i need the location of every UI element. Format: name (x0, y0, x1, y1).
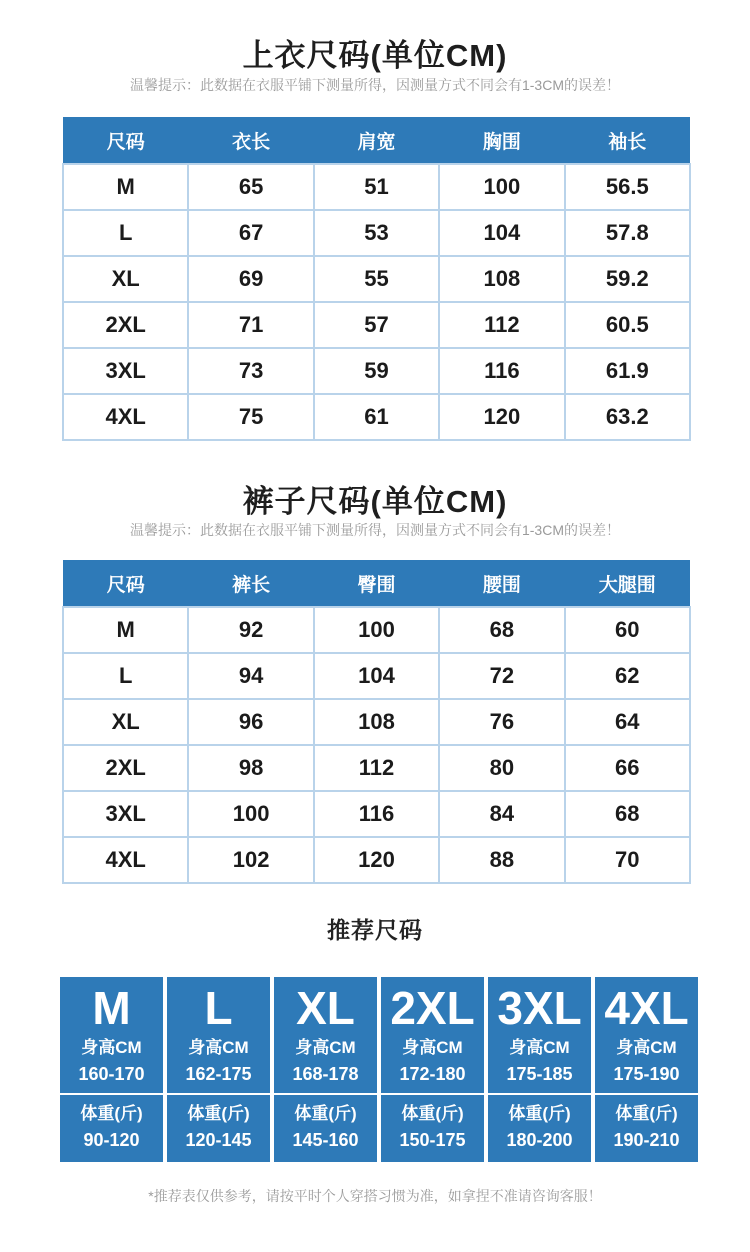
table-row (63, 745, 690, 791)
table-row (63, 653, 690, 699)
table-cell: 64 (565, 699, 690, 745)
table-cell: 59 (314, 348, 439, 394)
table-cell: 104 (439, 210, 564, 256)
header-cell: 衣长 (188, 117, 313, 164)
recommend-card-xl (274, 977, 377, 1162)
header-cell: 胸围 (439, 117, 564, 164)
table-cell: 68 (565, 791, 690, 837)
top-size-note: 温馨提示：此数据在衣服平铺下测量所得，因测量方式不同会有1-3CM的误差！ (129, 77, 620, 93)
table-cell: 100 (314, 607, 439, 653)
recommend-card-4xl (595, 977, 698, 1162)
table-cell: L (63, 210, 188, 256)
table-cell: 112 (439, 302, 564, 348)
table-cell: 53 (314, 210, 439, 256)
table-header-row (63, 117, 690, 164)
table-row (63, 791, 690, 837)
table-cell: 98 (188, 745, 313, 791)
weight-label: 体重(斤) (187, 1104, 250, 1123)
table-cell: 100 (188, 791, 313, 837)
recommend-card-top (60, 977, 163, 1093)
table-cell: 57 (314, 302, 439, 348)
table-cell: 112 (314, 745, 439, 791)
header-cell: 肩宽 (314, 117, 439, 164)
table-cell: 100 (439, 164, 564, 210)
recommend-card-3xl (488, 977, 591, 1162)
table-cell: 65 (188, 164, 313, 210)
table-cell: 4XL (63, 837, 188, 883)
table-cell: 68 (439, 607, 564, 653)
table-cell: 60 (565, 607, 690, 653)
table-cell: 120 (314, 837, 439, 883)
table-cell: 61 (314, 394, 439, 440)
table-cell: 94 (188, 653, 313, 699)
recommend-card-bottom (167, 1095, 270, 1162)
recommend-size: 2XL (390, 982, 475, 1034)
recommend-size: 3XL (497, 982, 582, 1034)
table-cell: 56.5 (565, 164, 690, 210)
recommend-grid (60, 977, 698, 1162)
table-cell: M (63, 607, 188, 653)
table-cell: 108 (314, 699, 439, 745)
table-cell: XL (63, 256, 188, 302)
table-cell: 63.2 (565, 394, 690, 440)
header-cell: 裤长 (188, 560, 313, 607)
table-cell: 2XL (63, 745, 188, 791)
table-cell: 55 (314, 256, 439, 302)
table-row (63, 837, 690, 883)
table-cell: 57.8 (565, 210, 690, 256)
table-row (63, 302, 690, 348)
weight-label: 体重(斤) (80, 1104, 143, 1123)
table-row (63, 164, 690, 210)
recommend-card-l (167, 977, 270, 1162)
table-row (63, 699, 690, 745)
recommend-card-top (488, 977, 591, 1093)
footer-disclaimer: *推荐表仅供参考，请按平时个人穿搭习惯为准，如拿捏不准请咨询客服！ (148, 1188, 602, 1204)
weight-range: 190-210 (613, 1130, 680, 1150)
table-cell: 2XL (63, 302, 188, 348)
table-cell: 76 (439, 699, 564, 745)
height-label: 身高CM (81, 1038, 142, 1057)
table-cell: L (63, 653, 188, 699)
table-cell: 60.5 (565, 302, 690, 348)
table-cell: 120 (439, 394, 564, 440)
table-cell: 116 (314, 791, 439, 837)
header-cell: 尺码 (63, 117, 188, 164)
table-cell: 73 (188, 348, 313, 394)
pants-size-note: 温馨提示：此数据在衣服平铺下测量所得，因测量方式不同会有1-3CM的误差！ (129, 522, 620, 538)
table-cell: 102 (188, 837, 313, 883)
height-label: 身高CM (616, 1038, 677, 1057)
height-label: 身高CM (509, 1038, 570, 1057)
weight-range: 180-200 (506, 1130, 573, 1150)
table-cell: 51 (314, 164, 439, 210)
header-cell: 腰围 (439, 560, 564, 607)
table-cell: 75 (188, 394, 313, 440)
recommend-size: XL (296, 982, 355, 1034)
table-cell: 3XL (63, 348, 188, 394)
header-cell: 大腿围 (565, 560, 690, 607)
table-row (63, 394, 690, 440)
weight-range: 145-160 (292, 1130, 359, 1150)
height-range: 162-175 (185, 1064, 252, 1084)
table-cell: 104 (314, 653, 439, 699)
recommend-card-m (60, 977, 163, 1162)
weight-range: 120-145 (185, 1130, 252, 1150)
table-cell: 67 (188, 210, 313, 256)
header-cell: 尺码 (63, 560, 188, 607)
pants-size-title: 裤子尺码(单位CM) (242, 484, 508, 519)
table-cell: 92 (188, 607, 313, 653)
weight-label: 体重(斤) (294, 1104, 357, 1123)
table-cell: 66 (565, 745, 690, 791)
table-cell: 62 (565, 653, 690, 699)
height-label: 身高CM (402, 1038, 463, 1057)
recommend-card-top (274, 977, 377, 1093)
table-header-row (63, 560, 690, 607)
recommend-card-bottom (274, 1095, 377, 1162)
recommend-card-bottom (60, 1095, 163, 1162)
height-range: 175-185 (506, 1064, 573, 1084)
table-cell: M (63, 164, 188, 210)
height-label: 身高CM (295, 1038, 356, 1057)
weight-label: 体重(斤) (508, 1104, 571, 1123)
table-cell: 116 (439, 348, 564, 394)
table-cell: 96 (188, 699, 313, 745)
recommend-card-top (167, 977, 270, 1093)
recommend-title: 推荐尺码 (327, 917, 423, 943)
table-row (63, 607, 690, 653)
weight-label: 体重(斤) (401, 1104, 464, 1123)
table-row (63, 210, 690, 256)
pants-size-table (62, 560, 691, 884)
recommend-card-top (381, 977, 484, 1093)
height-range: 160-170 (78, 1064, 145, 1084)
header-cell: 臀围 (314, 560, 439, 607)
weight-range: 90-120 (83, 1130, 140, 1150)
height-range: 168-178 (292, 1064, 359, 1084)
table-row (63, 348, 690, 394)
recommend-card-bottom (488, 1095, 591, 1162)
header-cell: 袖长 (565, 117, 690, 164)
height-range: 175-190 (613, 1064, 680, 1084)
recommend-size: M (92, 982, 131, 1034)
height-range: 172-180 (399, 1064, 466, 1084)
table-cell: 80 (439, 745, 564, 791)
table-row (63, 256, 690, 302)
table-cell: 108 (439, 256, 564, 302)
recommend-size: 4XL (604, 982, 689, 1034)
table-cell: XL (63, 699, 188, 745)
recommend-card-bottom (381, 1095, 484, 1162)
table-cell: 59.2 (565, 256, 690, 302)
weight-range: 150-175 (399, 1130, 466, 1150)
weight-label: 体重(斤) (615, 1104, 678, 1123)
table-cell: 71 (188, 302, 313, 348)
height-label: 身高CM (188, 1038, 249, 1057)
top-size-table (62, 117, 691, 441)
table-cell: 84 (439, 791, 564, 837)
recommend-card-bottom (595, 1095, 698, 1162)
table-cell: 88 (439, 837, 564, 883)
table-cell: 70 (565, 837, 690, 883)
table-cell: 69 (188, 256, 313, 302)
top-size-title: 上衣尺码(单位CM) (242, 38, 508, 73)
table-cell: 4XL (63, 394, 188, 440)
recommend-card-2xl (381, 977, 484, 1162)
recommend-card-top (595, 977, 698, 1093)
table-cell: 61.9 (565, 348, 690, 394)
table-cell: 72 (439, 653, 564, 699)
recommend-size: L (204, 982, 233, 1034)
table-cell: 3XL (63, 791, 188, 837)
